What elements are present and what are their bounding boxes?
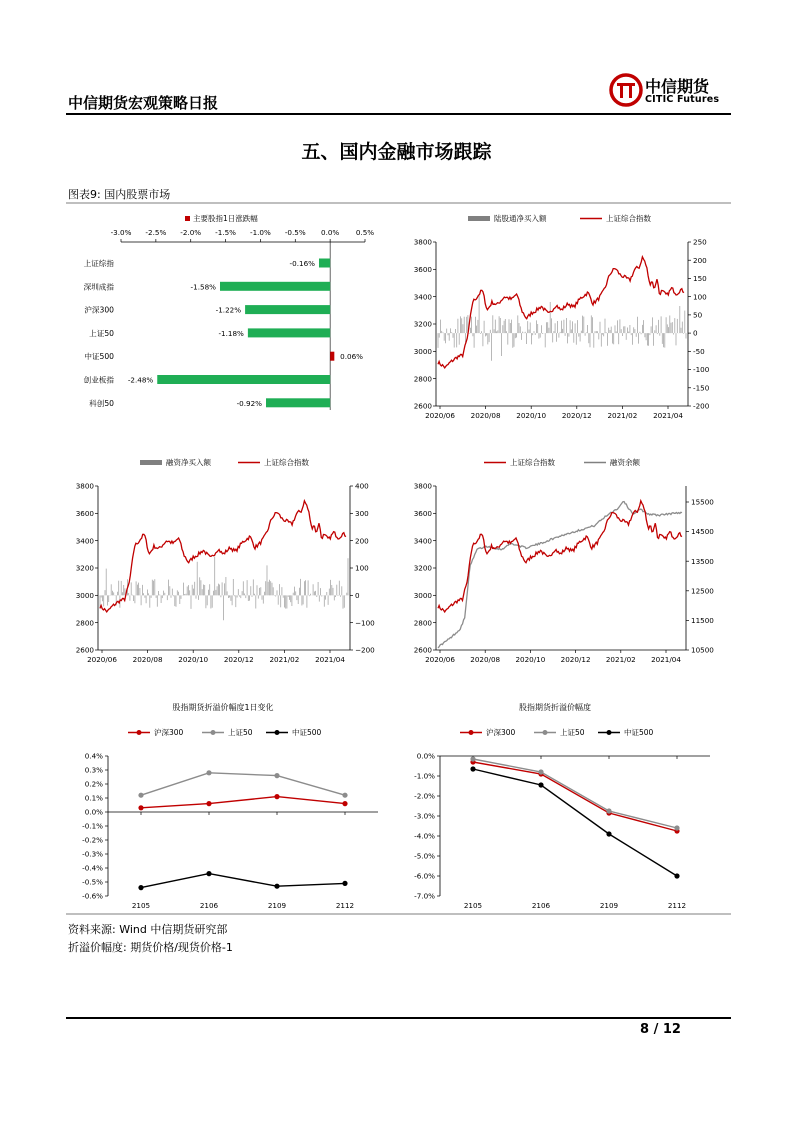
c3-left-ytick-label: 3800 [75,481,94,491]
c1-bar [319,259,330,268]
c6-xtick-label: 2112 [667,901,687,910]
c4-left-ytick-label: 3000 [413,590,432,600]
c2-right-ytick-label: -200 [693,401,710,411]
c1-category-label: 沪深300 [84,305,114,315]
c5-point [274,884,279,889]
c1-category-label: 深圳成指 [83,282,114,292]
c1-xtick-label: -3.0% [110,228,132,237]
c1-category-label: 中证500 [84,352,114,362]
c6-legend-0-marker [469,730,474,735]
c1-legend-label: 主要股指1日涨跌幅 [193,214,258,223]
c5-ytick-label: -0.3% [82,849,103,859]
c2-xtick-label: 2020/06 [425,411,455,420]
c2-right-ytick-label: 0 [693,328,698,338]
footer-divider [66,1017,731,1019]
figure-label: 图表9: 国内股票市场 [68,188,171,201]
c5-legend-1-marker [211,730,216,735]
c5-ytick-label: 0.1% [84,793,103,803]
c5-legend-2-marker [275,730,280,735]
c2-right-ytick-label: 200 [693,255,707,265]
c5-ytick-label: -0.1% [82,821,103,831]
c4-right-ytick-label: 13500 [691,556,714,566]
c6-ytick-label: -7.0% [414,891,435,901]
c1-bar [330,352,334,361]
c3-legend-line-label: 上证综合指数 [264,458,309,467]
c4-xtick-label: 2020/12 [560,655,591,664]
c1-data-label: -0.92% [236,398,263,408]
c4-xtick-label: 2021/04 [651,655,681,664]
c1-legend-swatch [185,216,190,221]
c1-bar [266,398,330,407]
c6-ytick-label: 0.0% [416,751,435,761]
c1-bar [157,375,330,384]
c4-left-ytick-label: 3200 [413,563,432,573]
c5-ytick-label: 0.2% [84,779,103,789]
page-number: 8 / 12 [640,1022,681,1037]
c1-xtick-label: 0.5% [355,228,375,237]
c2-legend-bar-label: 陆股通净买入额 [494,214,547,223]
c4-left-ytick-label: 2800 [413,618,432,628]
c2-sh-index-line [438,257,684,368]
c5-series-line-1 [141,773,345,795]
c3-right-ytick-label: −200 [355,645,375,655]
c4-right-ytick-label: 15500 [691,497,714,507]
c2-right-ytick-label: 150 [693,274,707,284]
c2-left-ytick-label: 2800 [413,374,432,384]
c6-legend-0-label: 沪深300 [486,728,516,737]
c4-xtick-label: 2021/02 [605,655,636,664]
c4-left-ytick-label: 3400 [413,536,432,546]
c5-ytick-label: -0.5% [82,877,103,887]
c4-xtick-label: 2020/06 [425,655,455,664]
c3-right-ytick-label: −100 [355,618,375,628]
c6-legend-1-marker [543,730,548,735]
c6-point [538,769,543,774]
c6-ytick-label: -2.0% [414,791,435,801]
section-title: 五、国内金融市场跟踪 [301,141,492,163]
c6-xtick-label: 2105 [463,901,483,910]
c5-point [138,793,143,798]
c3-right-ytick-label: 400 [355,481,369,491]
c2-left-ytick-label: 3600 [413,264,432,274]
c5-legend-1-label: 上证50 [228,728,253,737]
c1-category-label: 上证综指 [83,259,114,268]
figure-top-divider [66,202,731,204]
c1-category-label: 上证50 [89,328,114,338]
c6-point [470,766,475,771]
c1-bar [248,328,330,337]
c1-category-label: 创业板指 [83,375,114,385]
c4-right-ytick-label: 12500 [691,586,714,596]
c5-ytick-label: 0.4% [84,751,103,761]
c2-left-ytick-label: 3400 [413,292,432,302]
c3-legend-bar-swatch [140,460,162,465]
c6-ytick-label: -3.0% [414,811,435,821]
c3-right-ytick-label: 0 [355,590,360,600]
c6-legend-2-marker [607,730,612,735]
c2-right-ytick-label: -100 [693,365,710,375]
c1-category-label: 科创50 [89,398,114,408]
logo-zh: 中信期货 [645,77,710,96]
chart-index-change [68,206,398,416]
c1-xtick-label: -2.0% [180,228,202,237]
c4-left-ytick-label: 2600 [413,645,432,655]
c3-legend-bar-label: 融资净买入额 [166,458,211,467]
c3-xtick-label: 2020/06 [87,655,117,664]
c3-xtick-label: 2021/02 [269,655,300,664]
c5-point [138,805,143,810]
c4-margin-balance-line [438,502,682,648]
c5-legend-2-label: 中证500 [292,728,322,737]
c6-point [606,808,611,813]
c5-point [138,885,143,890]
c3-left-ytick-label: 3400 [75,536,94,546]
c5-legend-0-marker [137,730,142,735]
c4-right-ytick-label: 14500 [691,527,714,537]
c2-left-ytick-label: 3800 [413,237,432,247]
c1-bar [220,282,330,291]
c5-point [206,871,211,876]
c2-xtick-label: 2020/10 [516,411,547,420]
c6-point [538,782,543,787]
c5-xtick-label: 2112 [335,901,355,910]
c1-data-label: 0.06% [340,352,363,362]
c6-point [606,831,611,836]
source-note: 资料来源: Wind 中信期货研究部 [68,923,228,936]
c6-ytick-label: -5.0% [414,851,435,861]
c2-xtick-label: 2020/08 [470,411,501,420]
c2-right-ytick-label: -150 [693,383,710,393]
c5-series-line-0 [141,797,345,808]
c1-data-label: -0.16% [289,259,315,268]
c3-xtick-label: 2020/10 [178,655,209,664]
c2-legend-bar-swatch [468,216,490,221]
c2-xtick-label: 2021/02 [607,411,638,420]
c2-xtick-label: 2021/04 [653,411,683,420]
c6-ytick-label: -6.0% [414,871,435,881]
c4-right-ytick-label: 11500 [691,616,714,625]
c3-left-ytick-label: 2600 [75,645,94,655]
c5-point [274,794,279,799]
c2-right-ytick-label: 100 [693,292,707,302]
c4-legend-sh-label: 上证综合指数 [510,458,555,467]
c5-series-line-2 [141,874,345,888]
c5-point [342,793,347,798]
c1-data-label: -1.22% [215,305,242,315]
c3-left-ytick-label: 2800 [75,618,94,628]
c1-xtick-label: -0.5% [284,228,306,237]
c2-right-ytick-label: 250 [693,237,707,247]
c6-legend-1-label: 上证50 [560,728,585,737]
chart-margin-balance [400,450,730,670]
c4-right-ytick-label: 10500 [691,645,714,655]
c5-ytick-label: 0.0% [84,807,103,817]
c4-xtick-label: 2020/10 [515,655,546,664]
c2-legend-line-label: 上证综合指数 [606,214,651,223]
c4-legend-margin-label: 融资余额 [610,458,640,467]
report-title: 中信期货宏观策略日报 [68,94,219,112]
c1-xtick-label: -2.5% [145,228,167,237]
c3-xtick-label: 2020/08 [132,655,163,664]
c5-xtick-label: 2105 [131,901,151,910]
c1-data-label: -1.18% [218,328,244,338]
c5-title: 股指期货折溢价幅度1日变化 [172,703,274,712]
c2-right-ytick-label: 50 [693,310,703,320]
c2-left-ytick-label: 2600 [413,401,432,411]
c6-point [470,756,475,761]
c1-xtick-label: -1.5% [215,228,237,237]
c6-title: 股指期货折溢价幅度 [519,703,591,712]
logo-en: CITIC Futures [645,94,720,105]
chart-basis-level [400,696,730,914]
c1-xtick-label: 0.0% [321,228,340,237]
chart-margin-buy [68,450,398,670]
c3-left-ytick-label: 3000 [75,590,94,600]
c1-data-label: -2.48% [127,375,154,385]
c6-legend-2-label: 中证500 [624,728,654,737]
figure-bottom-divider [66,913,731,915]
c3-xtick-label: 2021/04 [315,655,345,664]
c6-xtick-label: 2109 [599,901,619,910]
c6-ytick-label: -1.0% [414,771,435,781]
c5-point [274,773,279,778]
c5-ytick-label: -0.6% [82,891,103,901]
c2-left-ytick-label: 3200 [413,319,432,329]
c5-ytick-label: -0.2% [82,835,103,845]
c5-point [342,881,347,886]
c3-right-ytick-label: 200 [355,536,369,546]
c2-xtick-label: 2020/12 [561,411,592,420]
c6-xtick-label: 2106 [531,901,551,910]
c1-xtick-label: -1.0% [249,228,271,237]
c1-data-label: -1.58% [190,282,216,292]
c4-xtick-label: 2020/08 [470,655,501,664]
c2-left-ytick-label: 3000 [413,346,432,356]
c3-right-ytick-label: 100 [355,563,369,573]
c5-point [342,801,347,806]
c2-right-ytick-label: -50 [693,346,705,356]
c1-bar [245,305,330,314]
c5-legend-0-label: 沪深300 [154,728,184,737]
citic-logo-icon [608,72,644,108]
c6-point [674,873,679,878]
header-divider [66,113,731,115]
c6-ytick-label: -4.0% [414,831,435,841]
c3-sh-index-line [100,501,346,612]
c5-ytick-label: 0.3% [84,765,103,775]
c3-left-ytick-label: 3200 [75,563,94,573]
c4-left-ytick-label: 3800 [413,481,432,491]
chart-northbound [400,206,730,421]
c5-point [206,801,211,806]
basis-note: 折溢价幅度: 期货价格/现货价格-1 [68,941,233,954]
c5-point [206,770,211,775]
chart-basis-change [68,696,398,914]
c3-right-ytick-label: 300 [355,508,369,518]
c6-point [674,825,679,830]
c5-ytick-label: -0.4% [82,863,103,873]
c3-left-ytick-label: 3600 [75,508,94,518]
c3-xtick-label: 2020/12 [223,655,254,664]
c5-xtick-label: 2109 [267,901,287,910]
c5-xtick-label: 2106 [199,901,219,910]
c4-left-ytick-label: 3600 [413,508,432,518]
